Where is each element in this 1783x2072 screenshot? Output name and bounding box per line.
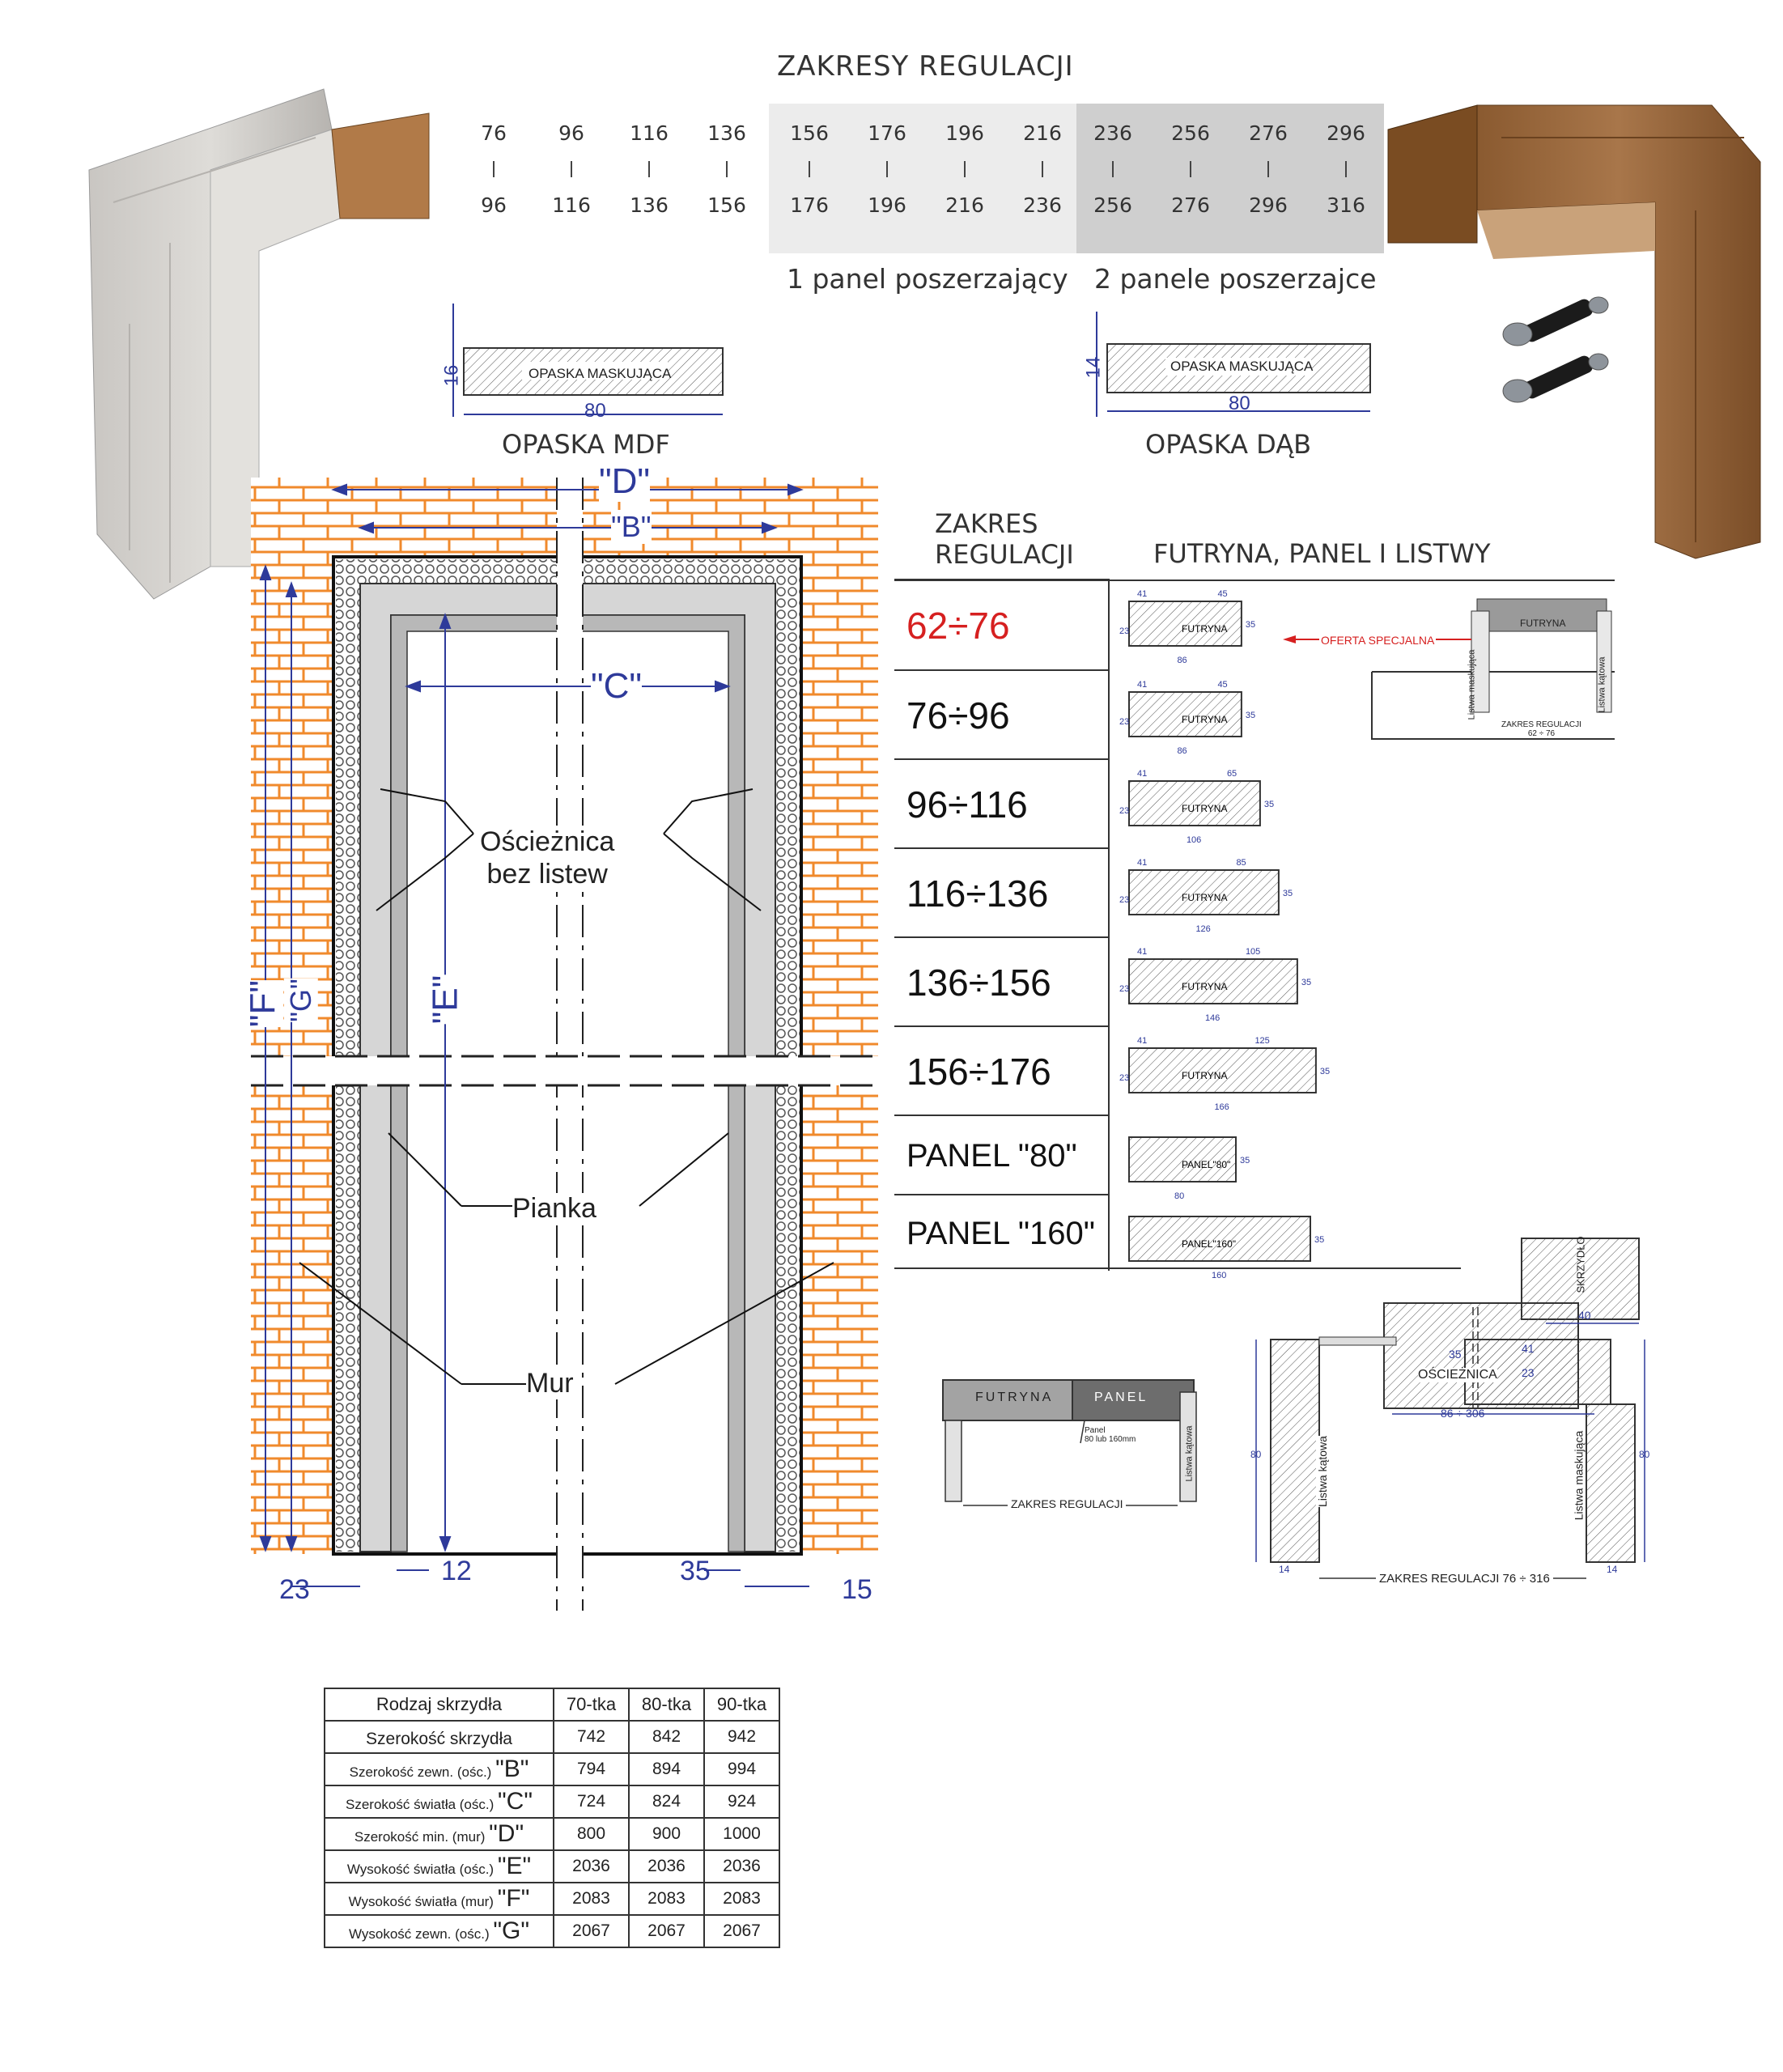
assembly-large-range: 86 ÷ 306: [1441, 1407, 1485, 1420]
assembly-large-d41: 41: [1522, 1342, 1535, 1355]
row-label-text: Szerokość zewn. (ośc.): [349, 1764, 492, 1780]
profile-height-label: 35: [1314, 1235, 1325, 1245]
profile-t-label: 23: [1119, 984, 1130, 994]
range-from: 276: [1249, 121, 1288, 145]
header-left-line2: REGULACJI: [935, 539, 1074, 570]
opaska-dab-caption: OPASKA DĄB: [1145, 429, 1312, 460]
table-cell: 924: [704, 1785, 779, 1818]
table-header-cell: 90-tka: [704, 1688, 779, 1721]
table-cell: 842: [629, 1721, 704, 1753]
range-from: 216: [1023, 121, 1062, 145]
dim-D-label: "D": [599, 461, 651, 501]
profile-height-label: 35: [1263, 800, 1275, 809]
profile-b-label: 105: [1245, 947, 1261, 957]
profile-a-label: 41: [1137, 769, 1148, 779]
door-dimensions-table: [324, 1688, 780, 1948]
range-to: 116: [552, 193, 591, 217]
profile-b-label: 65: [1226, 769, 1237, 779]
profile-inner-label: PANEL"80": [1182, 1159, 1231, 1170]
table-cell: 2036: [629, 1850, 704, 1883]
profile-height-label: 35: [1245, 711, 1256, 720]
table-cell: 824: [629, 1785, 704, 1818]
range-to: 136: [630, 193, 669, 217]
dim-E-label: "E": [425, 974, 465, 1025]
range-separator: [886, 161, 888, 177]
dim-B-label: "B": [611, 510, 652, 543]
table-row: [325, 1785, 779, 1818]
profiles-header-right: FUTRYNA, PANEL I LISTWY: [1153, 538, 1491, 569]
table-header-cell: 80-tka: [629, 1688, 704, 1721]
ranges-strip: [453, 104, 1384, 253]
profile-range-row: 156÷176: [894, 1025, 1109, 1115]
table-cell: 2036: [554, 1850, 629, 1883]
assembly-small-note-line2: 80 lub 160mm: [1085, 1435, 1136, 1444]
range-to: 316: [1327, 193, 1365, 217]
bottom-dim-35: 35: [680, 1556, 711, 1586]
assembly-large-d80-left: 80: [1250, 1449, 1262, 1460]
table-row-label: [325, 1915, 554, 1947]
profile-t-label: 23: [1119, 806, 1130, 816]
profile-inner-label: FUTRYNA: [1182, 714, 1228, 725]
assembly-small-listwa-katowa: Listwa kątowa: [1184, 1425, 1195, 1482]
range-column: [1310, 121, 1382, 217]
row-code: "C": [498, 1788, 533, 1815]
profile-range-row: 76÷96: [894, 669, 1109, 758]
range-separator: [1112, 161, 1114, 177]
range-from: 236: [1093, 121, 1132, 145]
range-column: [1232, 121, 1305, 217]
mur-label: Mur: [526, 1368, 574, 1399]
assembly-small-zakres: ZAKRES REGULACJI: [1008, 1497, 1126, 1510]
range-column: [1154, 121, 1227, 217]
dim-F-label: "F": [243, 979, 283, 1028]
range-column: [535, 121, 608, 217]
special-listwa-maskujaca: Listwa maskująca: [1467, 649, 1477, 720]
range-column: [928, 121, 1001, 217]
range-separator: [809, 161, 810, 177]
range-from: 176: [868, 121, 906, 145]
assembly-large-listwa-katowa: Listwa kątowa: [1315, 1436, 1329, 1507]
range-to: 96: [481, 193, 507, 217]
range-column: [851, 121, 923, 217]
row-label-text: Szerokość światła (ośc.): [346, 1797, 495, 1812]
profile-width-label: 86: [1177, 746, 1187, 756]
opaska-mdf-label: OPASKA MASKUJĄCA: [529, 366, 672, 381]
table-row: [325, 1915, 779, 1947]
profile-a-label: 41: [1137, 680, 1148, 690]
row-code: "B": [495, 1756, 529, 1782]
table-cell: 2067: [629, 1915, 704, 1947]
assembly-small-note: [1085, 1426, 1136, 1444]
profile-b-label: 45: [1217, 680, 1228, 690]
range-column: [613, 121, 686, 217]
assembly-large-d14-right: 14: [1607, 1564, 1618, 1575]
bottom-dim-12: 12: [441, 1556, 472, 1586]
table-cell: 894: [629, 1753, 704, 1785]
row-label-text: Szerokość skrzydła: [366, 1730, 512, 1748]
special-zakres-value: 62 ÷ 76: [1527, 729, 1556, 738]
two-panels-label: 2 panele poszerzajce: [1094, 263, 1377, 295]
special-zakres: [1501, 720, 1581, 738]
range-from: 96: [558, 121, 584, 145]
range-to: 256: [1093, 193, 1132, 217]
table-cell: 2083: [704, 1883, 779, 1915]
row-code: "D": [489, 1820, 524, 1847]
row-code: "G": [493, 1917, 530, 1944]
profile-width-label: 86: [1177, 656, 1187, 665]
table-cell: 994: [704, 1753, 779, 1785]
profile-width-label: 106: [1186, 835, 1202, 845]
table-row: [325, 1721, 779, 1753]
profile-range-row: 136÷156: [894, 936, 1109, 1025]
profile-t-label: 23: [1119, 626, 1130, 636]
opaska-dab-height: 14: [1082, 356, 1105, 379]
profile-inner-label: FUTRYNA: [1182, 623, 1228, 635]
table-cell: 900: [629, 1818, 704, 1850]
row-code: "F": [497, 1885, 530, 1912]
range-column: [1006, 121, 1079, 217]
range-from: 196: [945, 121, 984, 145]
assembly-large-d40: 40: [1578, 1309, 1591, 1322]
profile-a-label: 41: [1137, 858, 1148, 868]
opaska-mdf-height: 16: [440, 364, 463, 387]
table-row-label: [325, 1785, 554, 1818]
door-frame-drawing: [243, 461, 890, 1619]
profile-a-label: 41: [1137, 947, 1148, 957]
oscieznica-line: Ościeżnica: [480, 826, 615, 857]
profile-width-label: 146: [1204, 1013, 1221, 1023]
table-cell: 2036: [704, 1850, 779, 1883]
table-cell: 2083: [554, 1883, 629, 1915]
range-to: 296: [1249, 193, 1288, 217]
assembly-small-panel: PANEL: [1094, 1391, 1148, 1404]
table-cell: 942: [704, 1721, 779, 1753]
table-row: [325, 1818, 779, 1850]
dim-C-label: "C": [591, 666, 643, 706]
pianka-label: Pianka: [512, 1193, 596, 1224]
range-separator: [964, 161, 966, 177]
table-cell: 724: [554, 1785, 629, 1818]
profile-t-label: 23: [1119, 895, 1130, 905]
table-header-cell: 70-tka: [554, 1688, 629, 1721]
profile-inner-label: PANEL"160": [1182, 1238, 1237, 1250]
range-column: [1076, 121, 1149, 217]
table-row-label: [325, 1850, 554, 1883]
profile-b-label: 85: [1236, 858, 1246, 868]
range-separator: [726, 161, 728, 177]
profile-inner-label: FUTRYNA: [1182, 803, 1228, 814]
assembly-large-d35: 35: [1449, 1348, 1462, 1361]
special-listwa-katowa: Listwa kątowa: [1597, 656, 1607, 713]
header-left-line1: ZAKRES: [935, 508, 1038, 539]
table-cell: 2083: [629, 1883, 704, 1915]
assembly-large-oscieznica: OŚCIEŻNICA: [1418, 1368, 1497, 1382]
table-cell: 742: [554, 1721, 629, 1753]
dim-G-label: "G": [283, 979, 317, 1022]
table-row: [325, 1850, 779, 1883]
profile-width-label: 126: [1195, 924, 1211, 934]
profile-width-label: 160: [1212, 1271, 1227, 1280]
range-to: 156: [707, 193, 746, 217]
table-header-row: [325, 1688, 779, 1721]
one-panel-label: 1 panel poszerzający: [787, 263, 1068, 295]
table-row: [325, 1883, 779, 1915]
profile-a-label: 41: [1137, 589, 1148, 599]
profile-b-label: 125: [1254, 1036, 1270, 1046]
assembly-large-d80-right: 80: [1639, 1449, 1650, 1460]
range-separator: [493, 161, 495, 177]
profile-height-label: 35: [1319, 1067, 1331, 1076]
table-row-label: [325, 1721, 554, 1753]
table-cell: 2067: [704, 1915, 779, 1947]
range-separator: [1267, 161, 1269, 177]
profile-inner-label: FUTRYNA: [1182, 892, 1228, 903]
row-label-text: Szerokość min. (mur): [354, 1829, 486, 1845]
range-from: 296: [1327, 121, 1365, 145]
assembly-small-drawing: [939, 1364, 1214, 1514]
range-separator: [571, 161, 572, 177]
screws-illustration: [1489, 287, 1627, 425]
range-to: 216: [945, 193, 984, 217]
profile-height-label: 35: [1282, 889, 1293, 898]
assembly-large-skrzydlo: SKRZYDŁO: [1574, 1236, 1587, 1293]
range-from: 136: [707, 121, 746, 145]
bottom-dim-23: 23: [279, 1574, 310, 1605]
table-row-label: [325, 1753, 554, 1785]
profiles-header-left: [935, 508, 1074, 570]
range-to: 176: [790, 193, 829, 217]
row-code: "E": [497, 1853, 532, 1879]
table-header-cell: Rodzaj skrzydła: [325, 1688, 554, 1721]
profile-height-label: 35: [1240, 1156, 1250, 1166]
range-from: 156: [790, 121, 829, 145]
special-zakres-label: ZAKRES REGULACJI: [1501, 720, 1581, 729]
table-cell: 800: [554, 1818, 629, 1850]
bottom-dim-15: 15: [842, 1574, 872, 1605]
profile-width-label: 166: [1214, 1102, 1229, 1112]
profile-range-row: 96÷116: [894, 758, 1109, 847]
range-separator: [1345, 161, 1347, 177]
opaska-mdf-width: 80: [584, 400, 606, 422]
profile-width-label: 80: [1174, 1191, 1185, 1201]
opaska-mdf-caption: OPASKA MDF: [502, 429, 670, 460]
range-to: 236: [1023, 193, 1062, 217]
table-row-label: [325, 1818, 554, 1850]
opaska-dab-label: OPASKA MASKUJĄCA: [1170, 359, 1314, 374]
profile-height-label: 35: [1301, 978, 1312, 987]
range-column: [690, 121, 763, 217]
table-row-label: [325, 1883, 554, 1915]
profile-t-label: 23: [1119, 1073, 1130, 1083]
table-cell: 1000: [704, 1818, 779, 1850]
special-offer-text: OFERTA SPECJALNA: [1321, 634, 1435, 647]
profile-a-label: 41: [1137, 1036, 1148, 1046]
assembly-large-zakres: ZAKRES REGULACJI 76 ÷ 316: [1376, 1572, 1553, 1586]
table-cell: 794: [554, 1753, 629, 1785]
profile-inner-label: FUTRYNA: [1182, 1070, 1228, 1081]
assembly-large-d23: 23: [1522, 1366, 1535, 1379]
opaska-dab-width: 80: [1229, 393, 1250, 414]
range-separator: [648, 161, 650, 177]
range-from: 76: [481, 121, 507, 145]
special-futryna-text: FUTRYNA: [1520, 618, 1566, 629]
assembly-small-futryna: FUTRYNA: [975, 1391, 1054, 1404]
row-label-text: Wysokość światła (ośc.): [346, 1862, 495, 1877]
row-label-text: Wysokość zewn. (ośc.): [348, 1926, 490, 1942]
table-cell: 2067: [554, 1915, 629, 1947]
profile-b-label: 45: [1217, 589, 1228, 599]
assembly-small-note-line1: Panel: [1085, 1426, 1106, 1435]
profile-range-row: PANEL "80": [894, 1115, 1109, 1194]
profile-inner-label: FUTRYNA: [1182, 981, 1228, 992]
row-label-text: Wysokość światła (mur): [348, 1894, 494, 1909]
range-separator: [1190, 161, 1191, 177]
assembly-large-d14-left: 14: [1279, 1564, 1290, 1575]
range-column: [773, 121, 846, 217]
table-row: [325, 1753, 779, 1785]
bez-listew-line: bez listew: [486, 859, 608, 890]
range-to: 196: [868, 193, 906, 217]
profile-range-row: PANEL "160": [894, 1194, 1109, 1271]
range-from: 116: [630, 121, 669, 145]
range-from: 256: [1171, 121, 1210, 145]
profile-range-row: 62÷76: [894, 579, 1109, 669]
range-column: [457, 121, 530, 217]
oscieznica-label: [480, 826, 614, 890]
ranges-title: ZAKRESY REGULACJI: [777, 50, 1074, 83]
profile-height-label: 35: [1245, 620, 1256, 630]
assembly-large-listwa-maskujaca: Listwa maskująca: [1572, 1430, 1586, 1521]
profile-t-label: 23: [1119, 717, 1130, 727]
range-separator: [1042, 161, 1043, 177]
profile-range-row: 116÷136: [894, 847, 1109, 936]
range-to: 276: [1171, 193, 1210, 217]
